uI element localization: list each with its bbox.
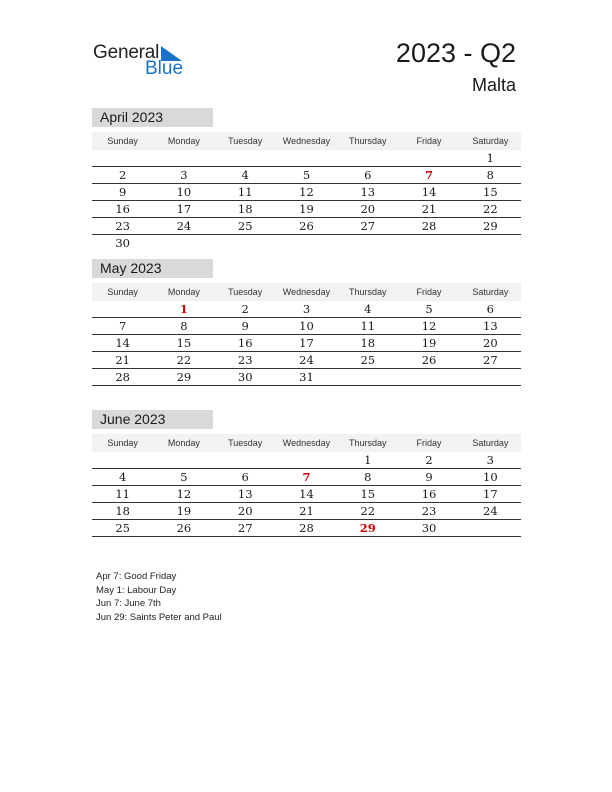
day-cell: 24	[483, 504, 498, 518]
weekday-tuesday: Tuesday	[228, 136, 263, 146]
empty-day-cell	[460, 235, 521, 252]
weekday-wednesday: Wednesday	[282, 136, 331, 146]
empty-day-cell	[92, 452, 153, 469]
day-cell: 20	[483, 336, 498, 350]
day-cell: 13	[360, 185, 376, 199]
day-cell: 1	[486, 151, 494, 165]
day-cell: 17	[176, 202, 192, 216]
day-cell: 18	[360, 336, 376, 350]
day-cell: 11	[237, 185, 253, 199]
empty-day-cell	[92, 301, 153, 318]
day-cell: 13	[483, 319, 498, 333]
month-label: June 2023	[92, 410, 213, 429]
day-cell: 29	[176, 370, 192, 384]
week-row	[92, 469, 521, 486]
day-cell: 10	[299, 319, 314, 333]
logo-word-blue: Blue	[145, 58, 184, 79]
week-row	[92, 352, 521, 369]
month-june	[92, 410, 521, 537]
empty-day-cell	[398, 235, 459, 252]
day-cell: 2	[241, 302, 249, 316]
day-cell: 25	[237, 219, 253, 233]
day-cell: 4	[364, 302, 372, 316]
holiday-item: Apr 7: Good Friday	[96, 571, 177, 582]
week-row	[92, 235, 521, 252]
day-cell: 7	[302, 470, 311, 484]
day-cell: 2	[425, 453, 433, 467]
week-row	[92, 301, 521, 318]
day-cell: 30	[421, 521, 437, 535]
month-label: April 2023	[92, 108, 213, 127]
weekday-tuesday: Tuesday	[228, 287, 263, 297]
day-cell: 8	[180, 319, 188, 333]
empty-day-cell	[276, 150, 337, 167]
day-cell: 28	[115, 370, 130, 384]
week-row	[92, 520, 521, 537]
day-cell: 7	[425, 168, 434, 182]
week-row	[92, 335, 521, 352]
day-cell: 9	[118, 185, 127, 199]
day-cell: 3	[180, 168, 188, 182]
month-weeks	[92, 150, 521, 252]
day-cell: 21	[299, 504, 314, 518]
weekday-friday: Friday	[416, 136, 442, 146]
weekday-friday: Friday	[416, 287, 442, 297]
weekday-header	[92, 434, 521, 452]
day-cell: 10	[483, 470, 498, 484]
country-name: Malta	[471, 75, 516, 95]
day-cell: 18	[237, 202, 253, 216]
day-cell: 16	[237, 336, 253, 350]
week-row	[92, 167, 521, 184]
day-cell: 15	[483, 185, 498, 199]
day-cell: 27	[237, 521, 253, 535]
day-cell: 29	[359, 521, 376, 535]
day-cell: 14	[299, 487, 314, 501]
weekday-header	[92, 283, 521, 301]
day-cell: 19	[299, 202, 314, 216]
day-cell: 8	[364, 470, 372, 484]
day-cell: 2	[118, 168, 127, 182]
weekday-thursday: Thursday	[349, 438, 387, 448]
weekday-sunday: Sunday	[107, 438, 138, 448]
empty-day-cell	[215, 452, 276, 469]
empty-day-cell	[153, 452, 214, 469]
empty-day-cell	[92, 150, 153, 167]
day-cell: 10	[176, 185, 192, 199]
week-row	[92, 486, 521, 503]
day-cell: 20	[237, 504, 253, 518]
day-cell: 1	[179, 302, 188, 316]
holiday-item: May 1: Labour Day	[96, 584, 177, 596]
day-cell: 4	[118, 470, 127, 484]
weekday-sunday: Sunday	[107, 287, 138, 297]
week-row	[92, 150, 521, 167]
empty-day-cell	[153, 150, 214, 167]
empty-day-cell	[153, 235, 214, 252]
week-row	[92, 452, 521, 469]
week-row	[92, 369, 521, 386]
empty-day-cell	[398, 369, 459, 386]
weekday-thursday: Thursday	[349, 287, 387, 297]
day-cell: 21	[421, 202, 437, 216]
day-cell: 30	[115, 236, 130, 250]
day-cell: 27	[360, 219, 376, 233]
day-cell: 6	[486, 302, 494, 316]
day-cell: 23	[421, 504, 437, 518]
day-cell: 14	[421, 185, 437, 199]
day-cell: 15	[360, 487, 376, 501]
day-cell: 27	[483, 353, 498, 367]
day-cell: 3	[486, 453, 494, 467]
weekday-friday: Friday	[416, 438, 442, 448]
day-cell: 8	[486, 168, 494, 182]
day-cell: 26	[421, 353, 437, 367]
day-cell: 25	[360, 353, 376, 367]
week-row	[92, 184, 521, 201]
day-cell: 22	[360, 504, 376, 518]
day-cell: 3	[302, 302, 311, 316]
weekday-saturday: Saturday	[472, 438, 509, 448]
day-cell: 18	[115, 504, 130, 518]
day-cell: 9	[241, 319, 249, 333]
day-cell: 16	[421, 487, 437, 501]
empty-day-cell	[337, 150, 398, 167]
month-april	[92, 108, 521, 252]
day-cell: 6	[241, 470, 249, 484]
day-cell: 20	[360, 202, 376, 216]
day-cell: 23	[237, 353, 253, 367]
day-cell: 12	[421, 319, 437, 333]
logo	[93, 42, 193, 78]
weekday-monday: Monday	[167, 136, 200, 146]
empty-day-cell	[398, 150, 459, 167]
month-weeks	[92, 301, 521, 386]
weekday-saturday: Saturday	[472, 136, 509, 146]
day-cell: 15	[176, 336, 192, 350]
day-cell: 7	[118, 319, 127, 333]
day-cell: 28	[299, 521, 314, 535]
day-cell: 9	[425, 470, 433, 484]
holiday-item: Jun 7: June 7th	[96, 598, 161, 609]
day-cell: 11	[360, 319, 376, 333]
day-cell: 5	[425, 302, 433, 316]
day-cell: 5	[180, 470, 188, 484]
weekday-thursday: Thursday	[349, 136, 387, 146]
empty-day-cell	[276, 452, 337, 469]
day-cell: 14	[115, 336, 130, 350]
day-cell: 22	[176, 353, 192, 367]
day-cell: 26	[299, 219, 314, 233]
day-cell: 13	[237, 487, 253, 501]
day-cell: 1	[364, 453, 372, 467]
day-cell: 11	[115, 487, 130, 501]
holiday-item: Jun 29: Saints Peter and Paul	[96, 611, 222, 623]
day-cell: 29	[483, 219, 498, 233]
day-cell: 24	[299, 353, 314, 367]
week-row	[92, 503, 521, 520]
empty-day-cell	[337, 235, 398, 252]
weekday-monday: Monday	[167, 438, 200, 448]
empty-day-cell	[460, 520, 521, 537]
empty-day-cell	[337, 369, 398, 386]
quarter-title: 2023 - Q2	[395, 38, 516, 68]
day-cell: 22	[483, 202, 498, 216]
day-cell: 5	[302, 168, 311, 182]
empty-day-cell	[215, 150, 276, 167]
day-cell: 25	[115, 521, 130, 535]
empty-day-cell	[276, 235, 337, 252]
day-cell: 24	[176, 219, 192, 233]
day-cell: 30	[237, 370, 253, 384]
empty-day-cell	[215, 235, 276, 252]
holiday-list	[96, 570, 222, 624]
day-cell: 26	[176, 521, 192, 535]
day-cell: 19	[176, 504, 192, 518]
day-cell: 4	[241, 168, 249, 182]
day-cell: 16	[115, 202, 130, 216]
day-cell: 17	[483, 487, 498, 501]
weekday-monday: Monday	[167, 287, 200, 297]
day-cell: 23	[115, 219, 130, 233]
day-cell: 17	[299, 336, 314, 350]
weekday-tuesday: Tuesday	[228, 438, 263, 448]
day-cell: 12	[299, 185, 314, 199]
weekday-wednesday: Wednesday	[282, 438, 331, 448]
week-row	[92, 318, 521, 335]
empty-day-cell	[460, 369, 521, 386]
day-cell: 12	[176, 487, 192, 501]
weekday-header	[92, 132, 521, 150]
month-label: May 2023	[92, 259, 213, 278]
day-cell: 21	[115, 353, 130, 367]
day-cell: 31	[299, 370, 314, 384]
week-row	[92, 218, 521, 235]
weekday-wednesday: Wednesday	[282, 287, 331, 297]
logo-word-general: General	[93, 42, 160, 63]
day-cell: 6	[364, 168, 372, 182]
day-cell: 28	[421, 219, 437, 233]
week-row	[92, 201, 521, 218]
month-weeks	[92, 452, 521, 537]
weekday-sunday: Sunday	[107, 136, 138, 146]
month-may	[92, 259, 521, 386]
day-cell: 19	[421, 336, 437, 350]
weekday-saturday: Saturday	[472, 287, 509, 297]
